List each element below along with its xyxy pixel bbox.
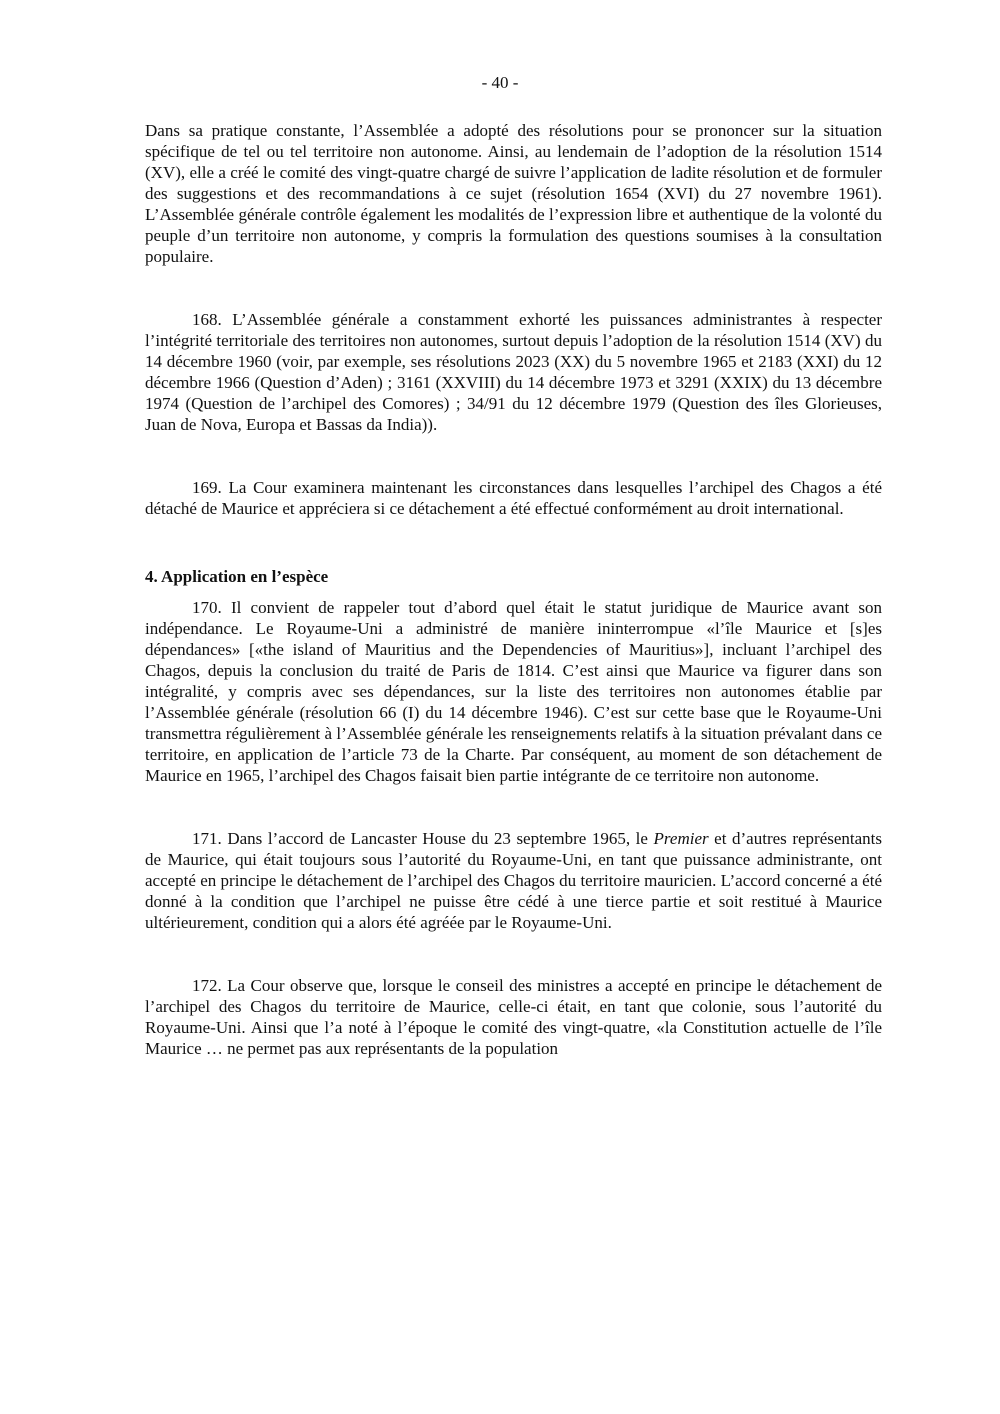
document-body — [145, 120, 882, 1059]
paragraph-171-end: et d’autres représentants de Maurice, qui était toujours sous l’autorité du Royaume-Uni, en tant que puissance administrante, ont accepté en principe le détachement de l’archipel des Chagos du territoire mauricien. L’accord concerné a été donné à la condition que l’archipel ne puisse être cédé à une tierce partie et soit restitué à Maurice ultérieurement, condition qui a alors été agréée par le Royaume-Uni. — [145, 829, 883, 932]
paragraph-168: 168. L’Assemblée générale a constamment exhorté les puissances administrantes à respecter l’intégrité territoriale des territoires non autonomes, surtout depuis l’adoption de la résolution 1514 (XV) du 14 décembre 1960 (voir, par exemple, ses résolutions 2023 (XX) du 5 novembre 1965 et 2183 (XXI) du 12 décembre 1966 (Question d’Aden) ; 3161 (XXVIII) du 14 décembre 1973 et 3291 (XXIX) du 13 décembre 1974 (Question de l’archipel des Comores) ; 34/91 du 12 décembre 1979 (Question des îles Glorieuses, Juan de Nova, Europa et Bassas da India)). — [145, 310, 882, 434]
paragraph-continuation: Dans sa pratique constante, l’Assemblée a adopté des résolutions pour se prononcer sur la situation spécifique de tel ou tel territoire non autonome. Ainsi, au lendemain de l’adoption de la résolution 1514 (XV), elle a créé le comité des vingt-quatre chargé de suivre l’application de ladite résolution et de formuler des suggestions et des recommandations à ce sujet (résolution 1654 (XVI) du 27 novembre 1961). L’Assemblée générale contrôle également les modalités de l’expression libre et authentique de la volonté du peuple d’un territoire non autonome, y compris la formulation des questions soumises à la consultation populaire. — [145, 121, 882, 266]
paragraph-169: 169. La Cour examinera maintenant les circonstances dans lesquelles l’archipel des Chagos a été détaché de Maurice et appréciera si ce détachement a été effectué conformément au droit international. — [145, 478, 882, 518]
section-heading: 4. Application en l’espèce — [145, 567, 329, 586]
paragraph-171 — [145, 828, 882, 933]
paragraph-172: 172. La Cour observe que, lorsque le conseil des ministres a accepté en principe le détachement de l’archipel des Chagos du territoire de Maurice, celle-ci était, en tant que colonie, sous l’autorité du Royaume-Uni. Ainsi que l’a noté à l’époque le comité des vingt-quatre, «la Constitution actuelle de l’île Maurice … ne permet pas aux représentants de la population — [145, 976, 882, 1058]
paragraph-171-start: 171. Dans l’accord de Lancaster House du 23 septembre 1965, le — [192, 829, 654, 848]
paragraph-170: 170. Il convient de rappeler tout d’abord quel était le statut juridique de Maurice avant son indépendance. Le Royaume-Uni a administré de manière ininterrompue «l’île Maurice et [s]es dépendances» [«the island of Mauritius and the Dependencies of Mauritius»], incluant l’archipel des Chagos, depuis la conclusion du traité de Paris de 1814. C’est ainsi que Maurice va figurer dans son intégralité, y compris avec ses dépendances, sur la liste des territoires non autonomes établie par l’Assemblée générale (résolution 66 (I) du 14 décembre 1946). C’est sur cette base que le Royaume-Uni transmettra régulièrement à l’Assemblée générale les renseignements relatifs à la situation prévalant dans ce territoire, en application de l’article 73 de la Charte. Par conséquent, au moment de son détachement de Maurice en 1965, l’archipel des Chagos faisait bien partie intégrante de ce territoire non autonome. — [145, 598, 882, 785]
page-number: - 40 - — [481, 73, 519, 92]
premier-term: Premier — [653, 829, 709, 848]
